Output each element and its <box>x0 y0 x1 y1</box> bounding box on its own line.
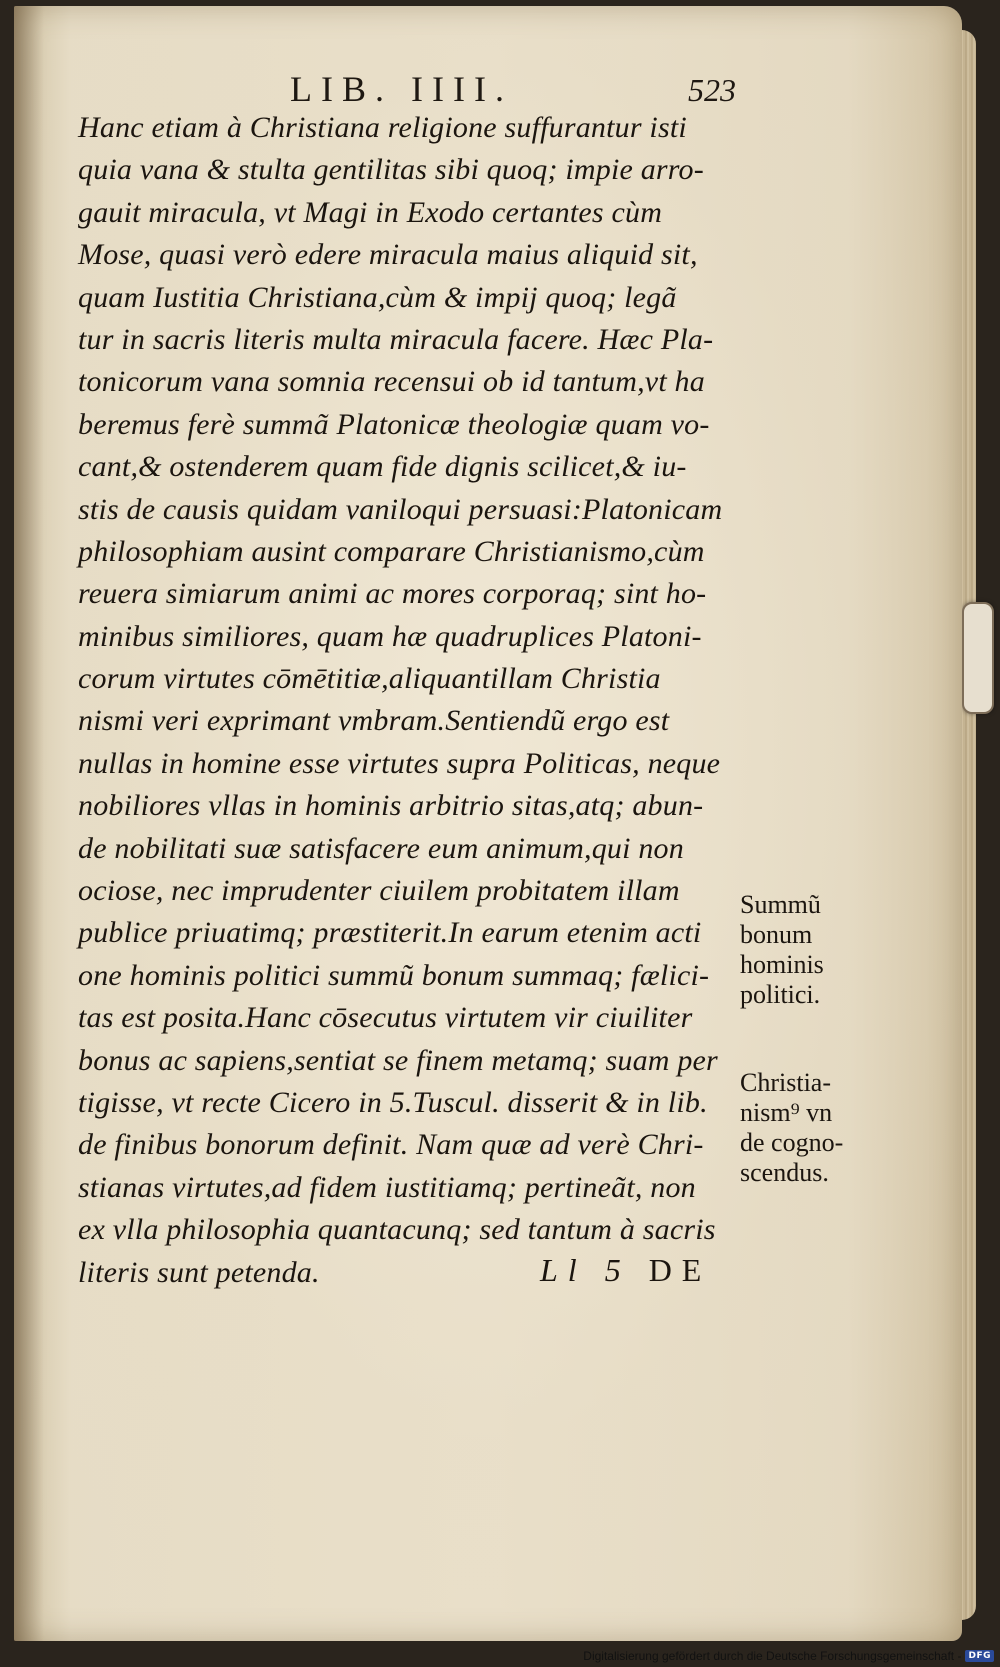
page-number: 523 <box>688 72 736 108</box>
signature-mark: Ll 5 <box>540 1252 631 1288</box>
text-line: beremus ferè summã Platonicæ theologiæ quam vo- <box>78 407 710 441</box>
marginal-note-line: de cogno- <box>740 1128 844 1157</box>
text-line: tas est posita.Hanc cōsecutus virtutem vir ciuiliter <box>78 1001 693 1035</box>
digitization-footer <box>583 1649 994 1663</box>
text-line: philosophiam ausint comparare Christianismo,cùm <box>78 534 705 568</box>
text-line: nullas in homine esse virtutes supra Politicas, neque <box>78 746 721 780</box>
text-line: ex vlla philosophia quantacunq; sed tantum à sacris <box>78 1213 716 1247</box>
text-line: ociose, nec imprudenter ciuilem probitatem illam <box>78 874 680 908</box>
text-line: reuera simiarum animi ac mores corporaq; sint ho- <box>78 577 707 611</box>
text-line: nobiliores vllas in hominis arbitrio sitas,atq; abun- <box>78 789 704 823</box>
text-line: gauit miracula, vt Magi in Exodo certantes cùm <box>78 195 663 229</box>
text-line: tur in sacris literis multa miracula facere. Hæc Pla- <box>78 322 714 356</box>
gutter-shadow <box>14 6 44 1641</box>
marginal-note-line: scendus. <box>740 1158 829 1187</box>
catchword-text: DE <box>648 1252 712 1288</box>
text-line: quam Iustitia Christiana,cùm & impij quoq; legã <box>78 280 677 314</box>
catchword <box>540 1252 711 1289</box>
text-line: tonicorum vana somnia recensui ob id tantum,vt ha <box>78 365 705 399</box>
dfg-logo: DFG <box>965 1650 994 1662</box>
text-line: publice priuatimq; præstiterit.In earum etenim acti <box>78 916 702 950</box>
text-line: stianas virtutes,ad fidem iustitiamq; pertineãt, non <box>78 1170 696 1204</box>
text-line: stis de causis quidam vaniloqui persuasi:Platonicam <box>78 492 723 526</box>
running-head: LIB. IIII. <box>290 69 513 109</box>
text-line: corum virtutes cōmētitiæ,aliquantillam Christia <box>78 662 661 696</box>
text-line: literis sunt petenda. <box>78 1255 320 1289</box>
footer-text: Digitalisierung gefördert durch die Deutsche Forschungsgemeinschaft - <box>583 1649 962 1663</box>
text-line: tigisse, vt recte Cicero in 5.Tuscul. disserit & in lib. <box>78 1085 708 1119</box>
page-tab-marker <box>962 602 994 714</box>
text-line: minibus similiores, quam hæ quadruplices Platoni- <box>78 619 702 653</box>
marginal-note-line: hominis <box>740 950 824 979</box>
marginal-note-line: Summũ <box>740 890 821 919</box>
text-line: bonus ac sapiens,sentiat se finem metamq; suam per <box>78 1043 718 1077</box>
marginal-note-christianismus <box>740 1068 890 1188</box>
text-line: nismi veri exprimant vmbram.Sentiendũ ergo est <box>78 704 670 738</box>
text-line: Mose, quasi verò edere miracula maius aliquid sit, <box>78 238 698 272</box>
marginal-note-line: nism⁹ vn <box>740 1098 833 1127</box>
marginal-note-summum-bonum <box>740 890 890 1010</box>
marginal-note-line: Christia- <box>740 1068 831 1097</box>
text-line: one hominis politici summũ bonum summaq; fælici- <box>78 958 710 992</box>
body-text <box>78 107 758 1294</box>
text-line: de nobilitati suæ satisfacere eum animum,qui non <box>78 831 684 865</box>
marginal-note-line: politici. <box>740 980 821 1009</box>
text-line: Hanc etiam à Christiana religione suffurantur isti <box>78 111 687 144</box>
text-line: de finibus bonorum definit. Nam quæ ad verè Chri- <box>78 1128 704 1162</box>
text-line: quia vana & stulta gentilitas sibi quoq; impie arro- <box>78 153 704 187</box>
text-line: cant,& ostenderem quam fide dignis scilicet,& iu- <box>78 450 687 484</box>
marginal-note-line: bonum <box>740 920 813 949</box>
